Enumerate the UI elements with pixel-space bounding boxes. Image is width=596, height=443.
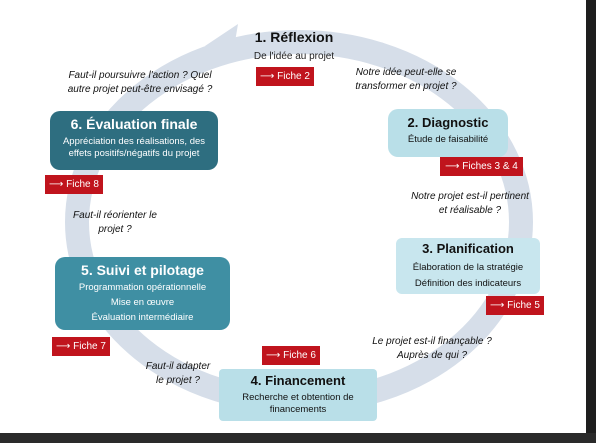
question-2: Notre projet est-il pertinent et réalisable ? xyxy=(411,191,529,216)
fiche-7-badge[interactable]: ⟶ Fiche 7 xyxy=(52,337,110,356)
fiche-2-badge[interactable]: ⟶ Fiche 2 xyxy=(256,67,314,86)
step-2-description: Étude de faisabilité xyxy=(407,134,489,145)
step-5-description: Programmation opérationnelle Mise en œuvre Évaluation intermédiaire xyxy=(78,282,207,323)
bottom-edge-frame xyxy=(0,433,596,443)
question-1: Notre idée peut-elle se transformer en projet ? xyxy=(355,67,457,92)
step-4-description: Recherche et obtention de financements xyxy=(242,392,354,415)
step-1-title: 1. Réflexion xyxy=(254,29,334,45)
right-edge-frame xyxy=(586,0,596,443)
step-3-title: 3. Planification xyxy=(422,241,514,256)
step-1-description: De l'idée au projet xyxy=(253,51,335,62)
step-2-box xyxy=(388,109,508,157)
step-3-box xyxy=(396,238,540,294)
fiche-8-badge[interactable]: ⟶ Fiche 8 xyxy=(45,175,103,194)
step-6-description: Appréciation des réalisations, des effets positifs/négatifs du projet xyxy=(62,136,206,159)
fiches-3-4-badge[interactable]: ⟶ Fiches 3 & 4 xyxy=(440,157,523,176)
step-6-box xyxy=(50,111,218,170)
question-6: Faut-il poursuivre l'action ? Quel autre projet peut-être envisagé ? xyxy=(67,70,213,95)
step-4-box xyxy=(219,369,377,421)
step-2-title: 2. Diagnostic xyxy=(407,115,489,130)
step-5-box xyxy=(55,257,230,330)
question-4: Faut-il adapter le projet ? xyxy=(145,361,211,386)
step-6-title: 6. Évaluation finale xyxy=(70,116,198,132)
question-3: Le projet est-il finançable ? Auprès de qui ? xyxy=(372,336,492,361)
step-4-title: 4. Financement xyxy=(250,373,346,388)
question-5: Faut-il réorienter le projet ? xyxy=(73,210,157,235)
fiche-5-badge[interactable]: ⟶ Fiche 5 xyxy=(486,296,544,315)
step-3-description: Élaboration de la stratégie Définition des indicateurs xyxy=(412,262,524,289)
fiche-6-badge[interactable]: ⟶ Fiche 6 xyxy=(262,346,320,365)
step-5-title: 5. Suivi et pilotage xyxy=(81,262,204,278)
